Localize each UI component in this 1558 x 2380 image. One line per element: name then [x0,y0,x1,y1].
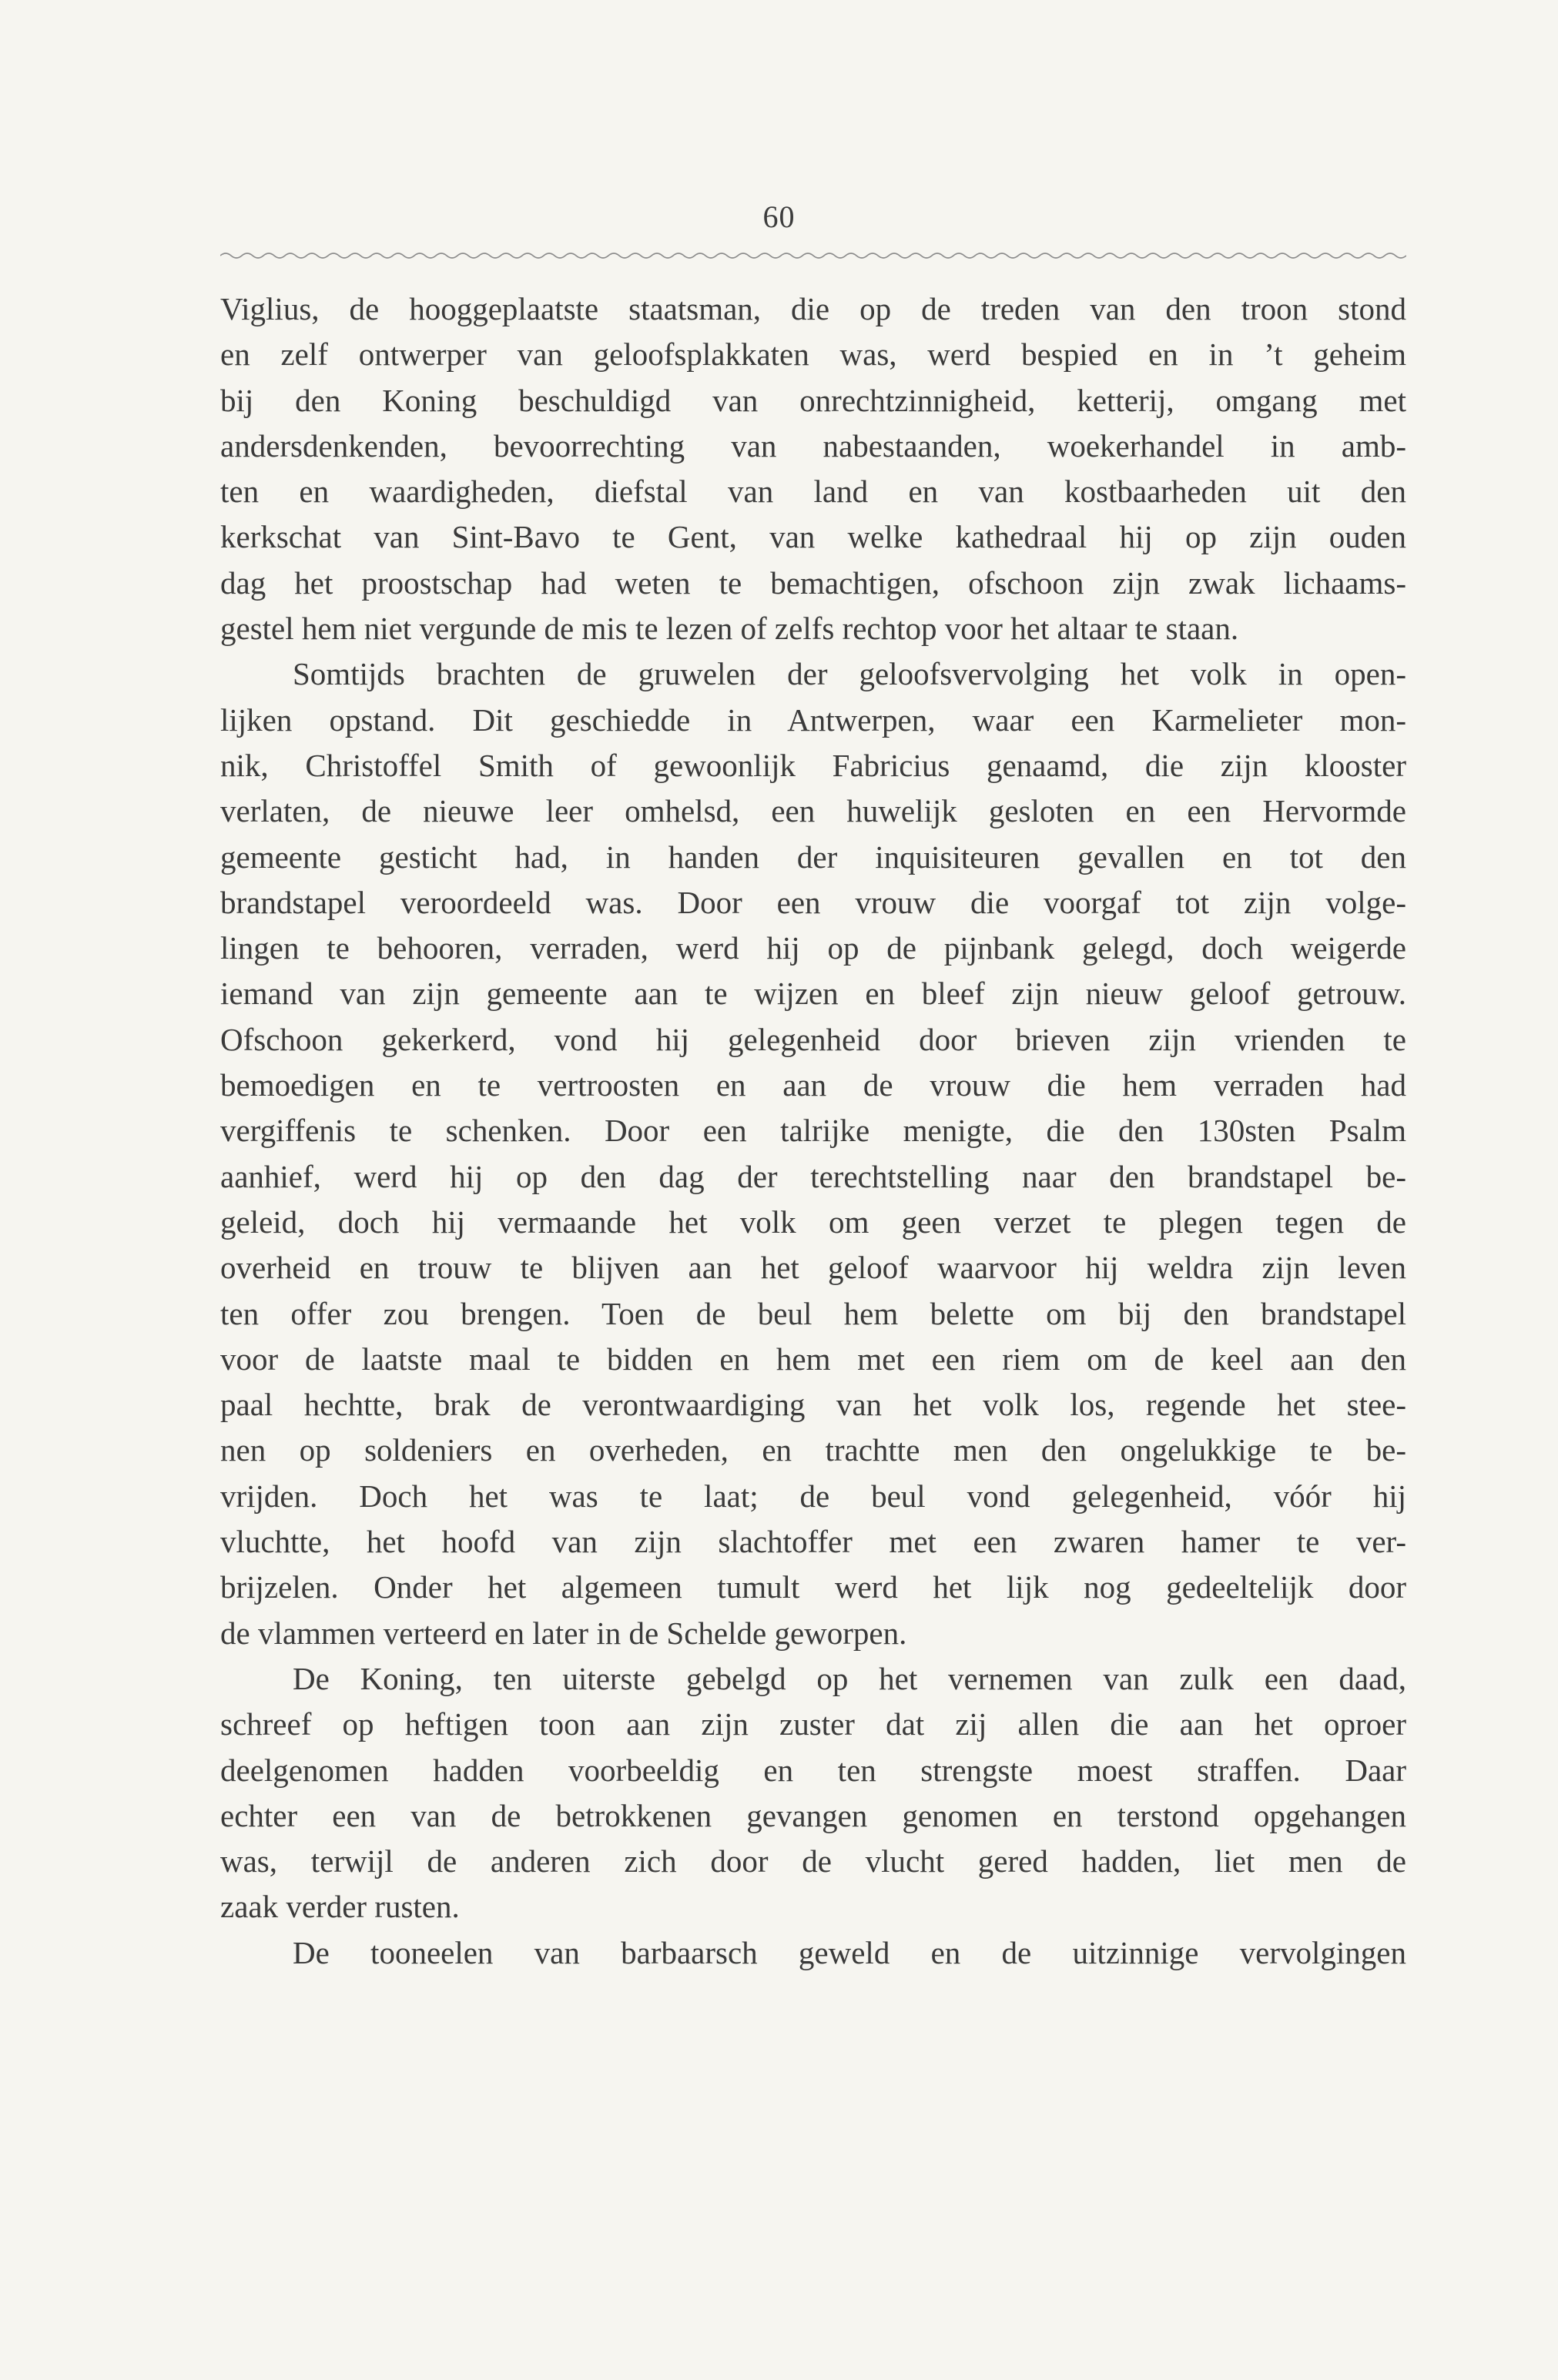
body-text [220,286,1406,1976]
paragraph-4 [220,1930,1406,1976]
text-line: lingen te behooren, verraden, werd hij op de pijnbank gelegd, doch weigerde [220,930,1406,966]
text-line: De Koning, ten uiterste gebelgd op het vernemen van zulk een daad, [293,1660,1406,1696]
text-line: bemoedigen en te vertroosten en aan de vrouw die hem verraden had [220,1067,1406,1103]
page-number: 60 [762,199,796,234]
text-line: ten offer zou brengen. Toen de beul hem belette om bij den brandstapel [220,1295,1406,1331]
text-line: voor de laatste maal te bidden en hem met een riem om de keel aan den [220,1341,1406,1377]
text-line: lijken opstand. Dit geschiedde in Antwerpen, waar een Karmelieter mon- [220,701,1406,738]
text-line: ten en waardigheden, diefstal van land en van kostbaarheden uit den [220,474,1406,510]
text-line: vergiffenis te schenken. Door een talrijke menigte, die den 130sten Psalm [220,1113,1406,1149]
text-line: Viglius, de hooggeplaatste staatsman, die op de treden van den troon stond [220,291,1406,326]
text-line: vrijden. Doch het was te laat; de beul vond gelegenheid, vóór hij [220,1478,1406,1514]
text-line: deelgenomen hadden voorbeeldig en ten strengste moest straffen. Daar [220,1752,1406,1788]
text-line: geleid, doch hij vermaande het volk om geen verzet te plegen tegen de [220,1203,1406,1240]
text-line: verlaten, de nieuwe leer omhelsd, een huwelijk gesloten en een Hervormde [220,793,1406,829]
text-line: overheid en trouw te blijven aan het geloof waarvoor hij weldra zijn leven [220,1250,1406,1286]
text-line: bij den Koning beschuldigd van onrechtzinnigheid, ketterij, omgang met [220,382,1406,418]
text-line: gemeente gesticht had, in handen der inquisiteuren gevallen en tot den [220,839,1406,875]
text-line: en zelf ontwerper van geloofsplakkaten was, werd bespied en in ’t geheim [220,336,1406,373]
text-line: nik, Christoffel Smith of gewoonlijk Fabricius genaamd, die zijn klooster [220,747,1406,783]
text-line: was, terwijl de anderen zich door de vlucht gered hadden, liet men de [220,1843,1406,1880]
text-line: brijzelen. Onder het algemeen tumult werd het lijk nog gedeeltelijk door [220,1569,1406,1605]
paragraph-3 [220,1656,1406,1930]
text-line: vluchtte, het hoofd van zijn slachtoffer met een zwaren hamer te ver- [220,1524,1406,1560]
text-line: brandstapel veroordeeld was. Door een vrouw die voorgaf tot zijn volge- [220,884,1406,920]
text-line: gestel hem niet vergunde de mis te lezen of zelfs rechtop voor het altaar te staan. [220,611,1239,647]
paragraph-1 [220,286,1406,651]
text-line: dag het proostschap had weten te bemachtigen, ofschoon zijn zwak lichaams- [220,564,1406,601]
text-line: echter een van de betrokkenen gevangen genomen en terstond opgehangen [220,1797,1406,1833]
text-line: de vlammen verteerd en later in de Schelde geworpen. [220,1615,907,1651]
decorative-rule [220,248,1406,263]
text-line: nen op soldeniers en overheden, en trachtte men den ongelukkige te be- [220,1432,1406,1468]
text-line: aanhief, werd hij op den dag der terechtstelling naar den brandstapel be- [220,1158,1406,1194]
text-line: zaak verder rusten. [220,1889,460,1925]
text-line: andersdenkenden, bevoorrechting van nabestaanden, woekerhandel in amb- [220,427,1406,464]
text-line: Ofschoon gekerkerd, vond hij gelegenheid door brieven zijn vrienden te [220,1021,1406,1057]
text-line: iemand van zijn gemeente aan te wijzen en bleef zijn nieuw geloof getrouw. [220,976,1406,1012]
text-line: schreef op heftigen toon aan zijn zuster dat zij allen die aan het oproer [220,1706,1406,1742]
text-line: Somtijds brachten de gruwelen der geloofsvervolging het volk in open- [293,656,1406,692]
text-line: De tooneelen van barbaarsch geweld en de uitzinnige vervolgingen [293,1934,1406,1970]
text-line: paal hechtte, brak de verontwaardiging van het volk los, regende het stee- [220,1387,1406,1423]
paragraph-2 [220,651,1406,1656]
text-line: kerkschat van Sint-Bavo te Gent, van welke kathedraal hij op zijn ouden [220,519,1406,555]
